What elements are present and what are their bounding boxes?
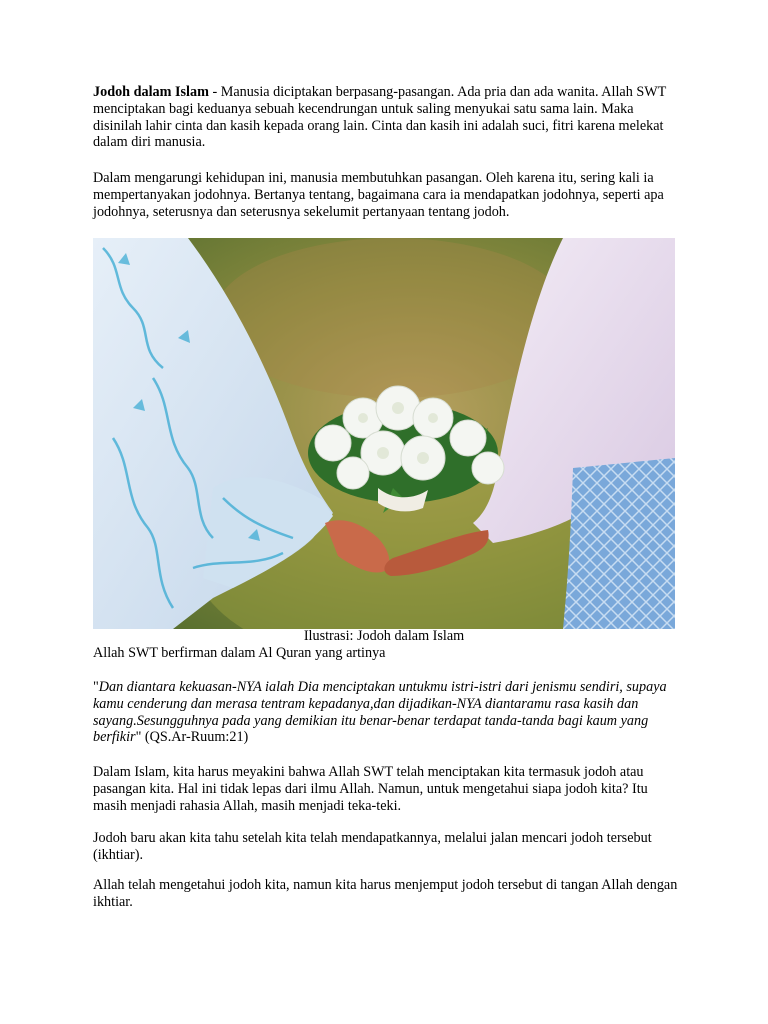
intro-text: - Manusia diciptakan berpasang-pasangan. Ada pria dan ada wanita. Allah SWT menciptakan bagi keduanya sebuah kecendrungan untuk saling menyukai satu sama lain. Maka disinilah lahir cinta dan kasih kepada orang lain. Cinta dan kasih ini adalah suci, fitri karena melekat dalam diri manusia. bbox=[93, 84, 667, 151]
couple-photo bbox=[93, 238, 675, 629]
quran-quote bbox=[93, 679, 683, 746]
groom-sarong bbox=[563, 458, 675, 629]
paragraph-meyakini: Dalam Islam, kita harus meyakini bahwa Allah SWT telah menciptakan kita termasuk jodoh atau pasangan kita. Hal ini tidak lepas dari ilmu Allah. Namun, untuk mengetahui siapa jodoh kita? Itu masih menjadi rahasia Allah, masih menjadi teka-teki. bbox=[93, 764, 648, 814]
intro-heading: Jodoh dalam Islam bbox=[93, 84, 209, 100]
photo-caption: Ilustrasi: Jodoh dalam Islam bbox=[303, 628, 465, 644]
paragraph-ikhtiar: Jodoh baru akan kita tahu setelah kita telah mendapatkannya, melalui jalan mencari jodoh tersebut (ikhtiar). bbox=[93, 830, 652, 863]
quote-citation: " (QS.Ar-Ruum:21) bbox=[135, 729, 249, 746]
paragraph-firman: Allah SWT berfirman dalam Al Quran yang artinya bbox=[93, 645, 386, 661]
intro-paragraph bbox=[93, 84, 683, 151]
paragraph-menjemput: Allah telah mengetahui jodoh kita, namun kita harus menjemput jodoh tersebut di tangan Allah dengan ikhtiar. bbox=[93, 877, 678, 910]
couple-holding-hands-illustration bbox=[93, 238, 675, 629]
quote-text: Dan diantara kekuasan-NYA ialah Dia menciptakan untukmu istri-istri dari jenismu sendiri, supaya kamu cenderung dan merasa tentram kepadanya,dan dijadikan-NYA diantaramu rasa kasih dan sayang.Sesungguhnya pada yang demikian itu benar-benar terdapat tanda-tanda bagi kaum yang berfikir bbox=[93, 679, 667, 746]
quote-open: " bbox=[93, 679, 99, 695]
paragraph-pasangan: Dalam mengarungi kehidupan ini, manusia membutuhkan pasangan. Oleh karena itu, sering kali ia mempertanyakan jodohnya. Bertanya tentang, bagaimana cara ia mendapatkan jodohnya, seperti apa jodohnya, seterusnya dan seterusnya sekelumit pertanyaan tentang jodoh. bbox=[93, 170, 664, 220]
